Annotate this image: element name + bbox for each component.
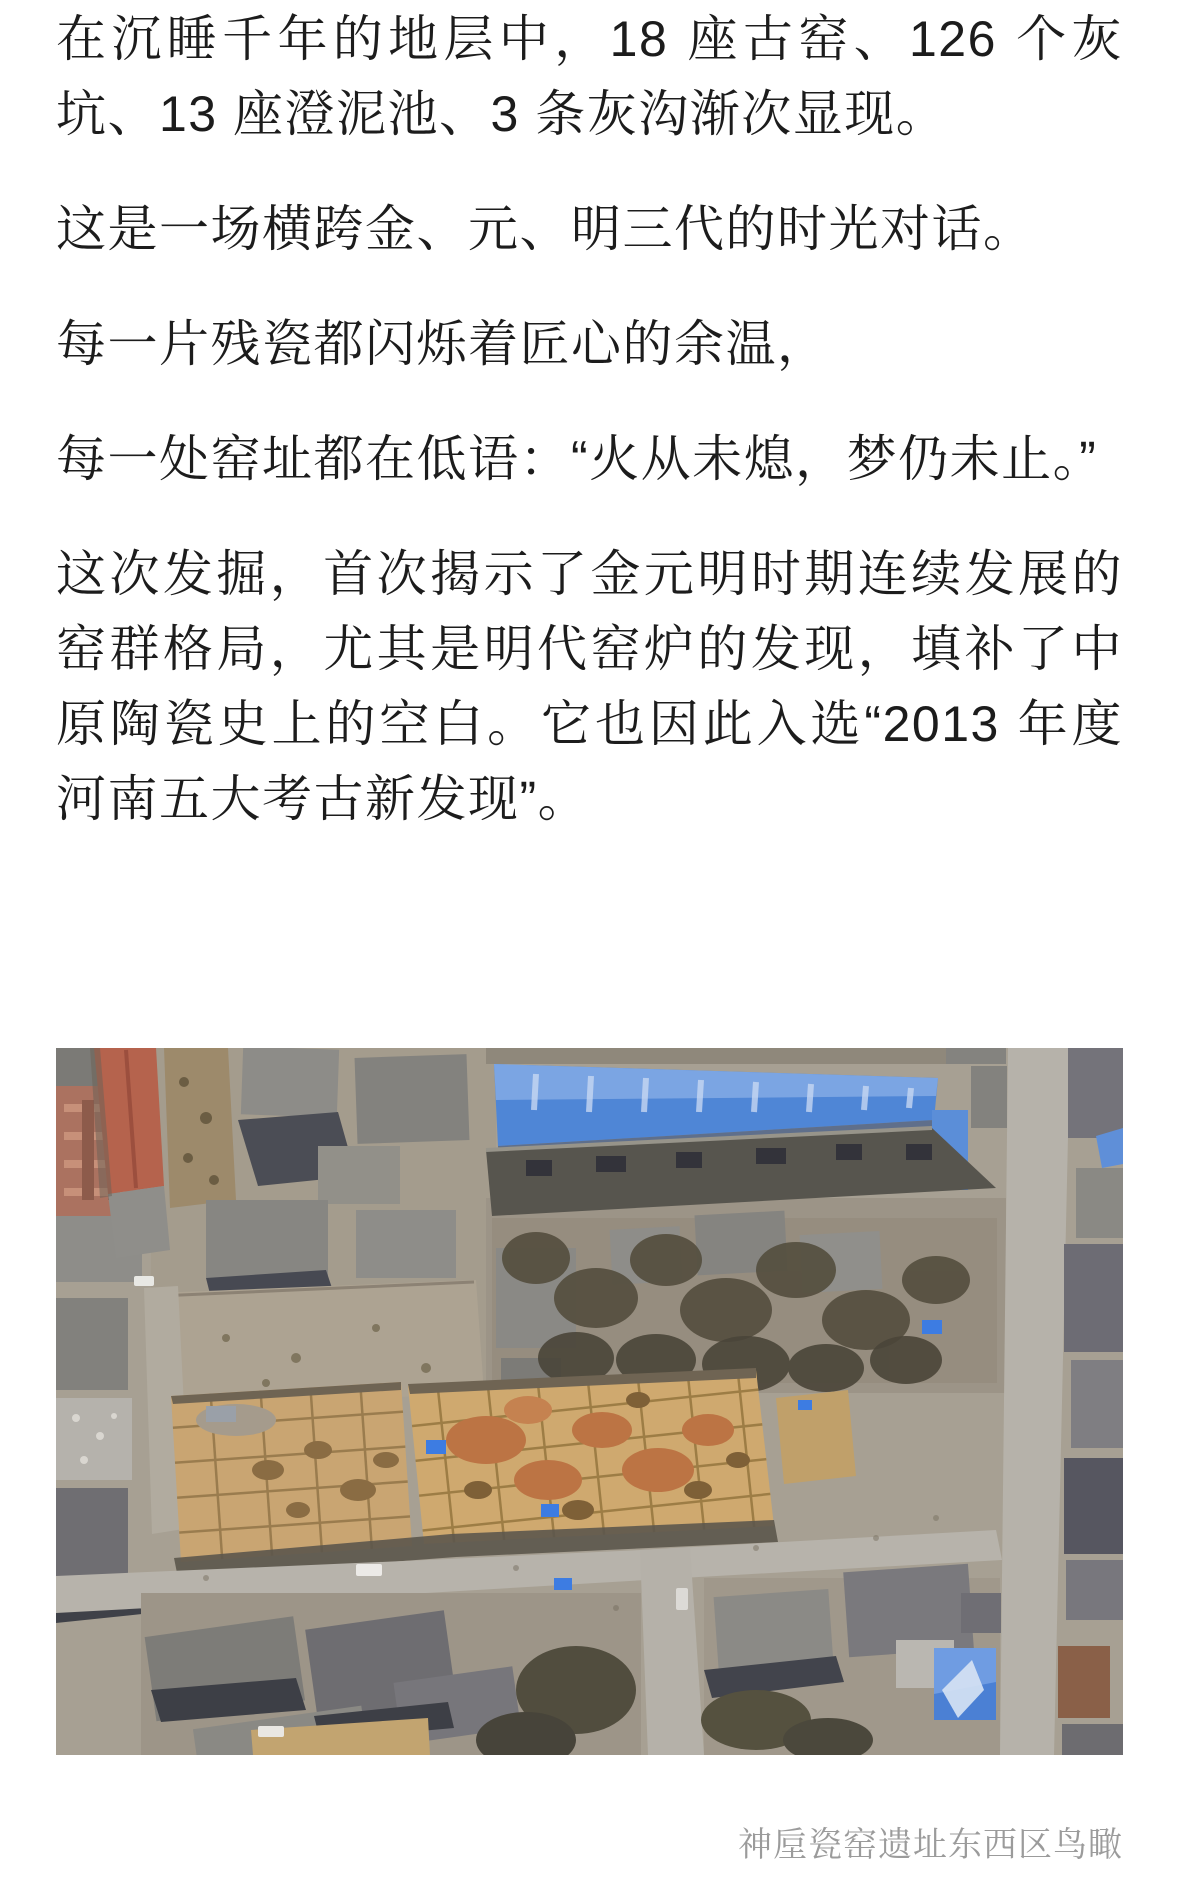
trees-band: [492, 1211, 997, 1392]
village-roofs-bottom-right: [701, 1564, 1001, 1755]
aerial-photo-illustration: [56, 1048, 1123, 1755]
aerial-photo-figure: [56, 1048, 1123, 1868]
paragraph-4: 每一处窑址都在低语：“火从未熄，梦仍未止。”: [56, 431, 1098, 487]
paragraph-3: 每一片残瓷都闪烁着匠心的余温，: [56, 316, 829, 372]
paragraph-2: 这是一场横跨金、元、明三代的时光对话。: [56, 201, 1035, 257]
photo-caption: 神垕瓷窑遗址东西区鸟瞰: [738, 1826, 1123, 1864]
paragraph-5: 这次发掘，首次揭示了金元明时期连续发展的窑群格局，尤其是明代窑炉的发现，填补了中原陶瓷史上的空白。它也因此入选“2013 年度河南五大考古新发现”。: [56, 546, 1123, 827]
aerial-photo[interactable]: [56, 1048, 1123, 1755]
village-roofs-bottom-left: [141, 1587, 641, 1755]
paragraph-1: 在沉睡千年的地层中，18 座古窑、126 个灰坑、13 座澄泥池、3 条灰沟渐次显现。: [56, 11, 1123, 142]
